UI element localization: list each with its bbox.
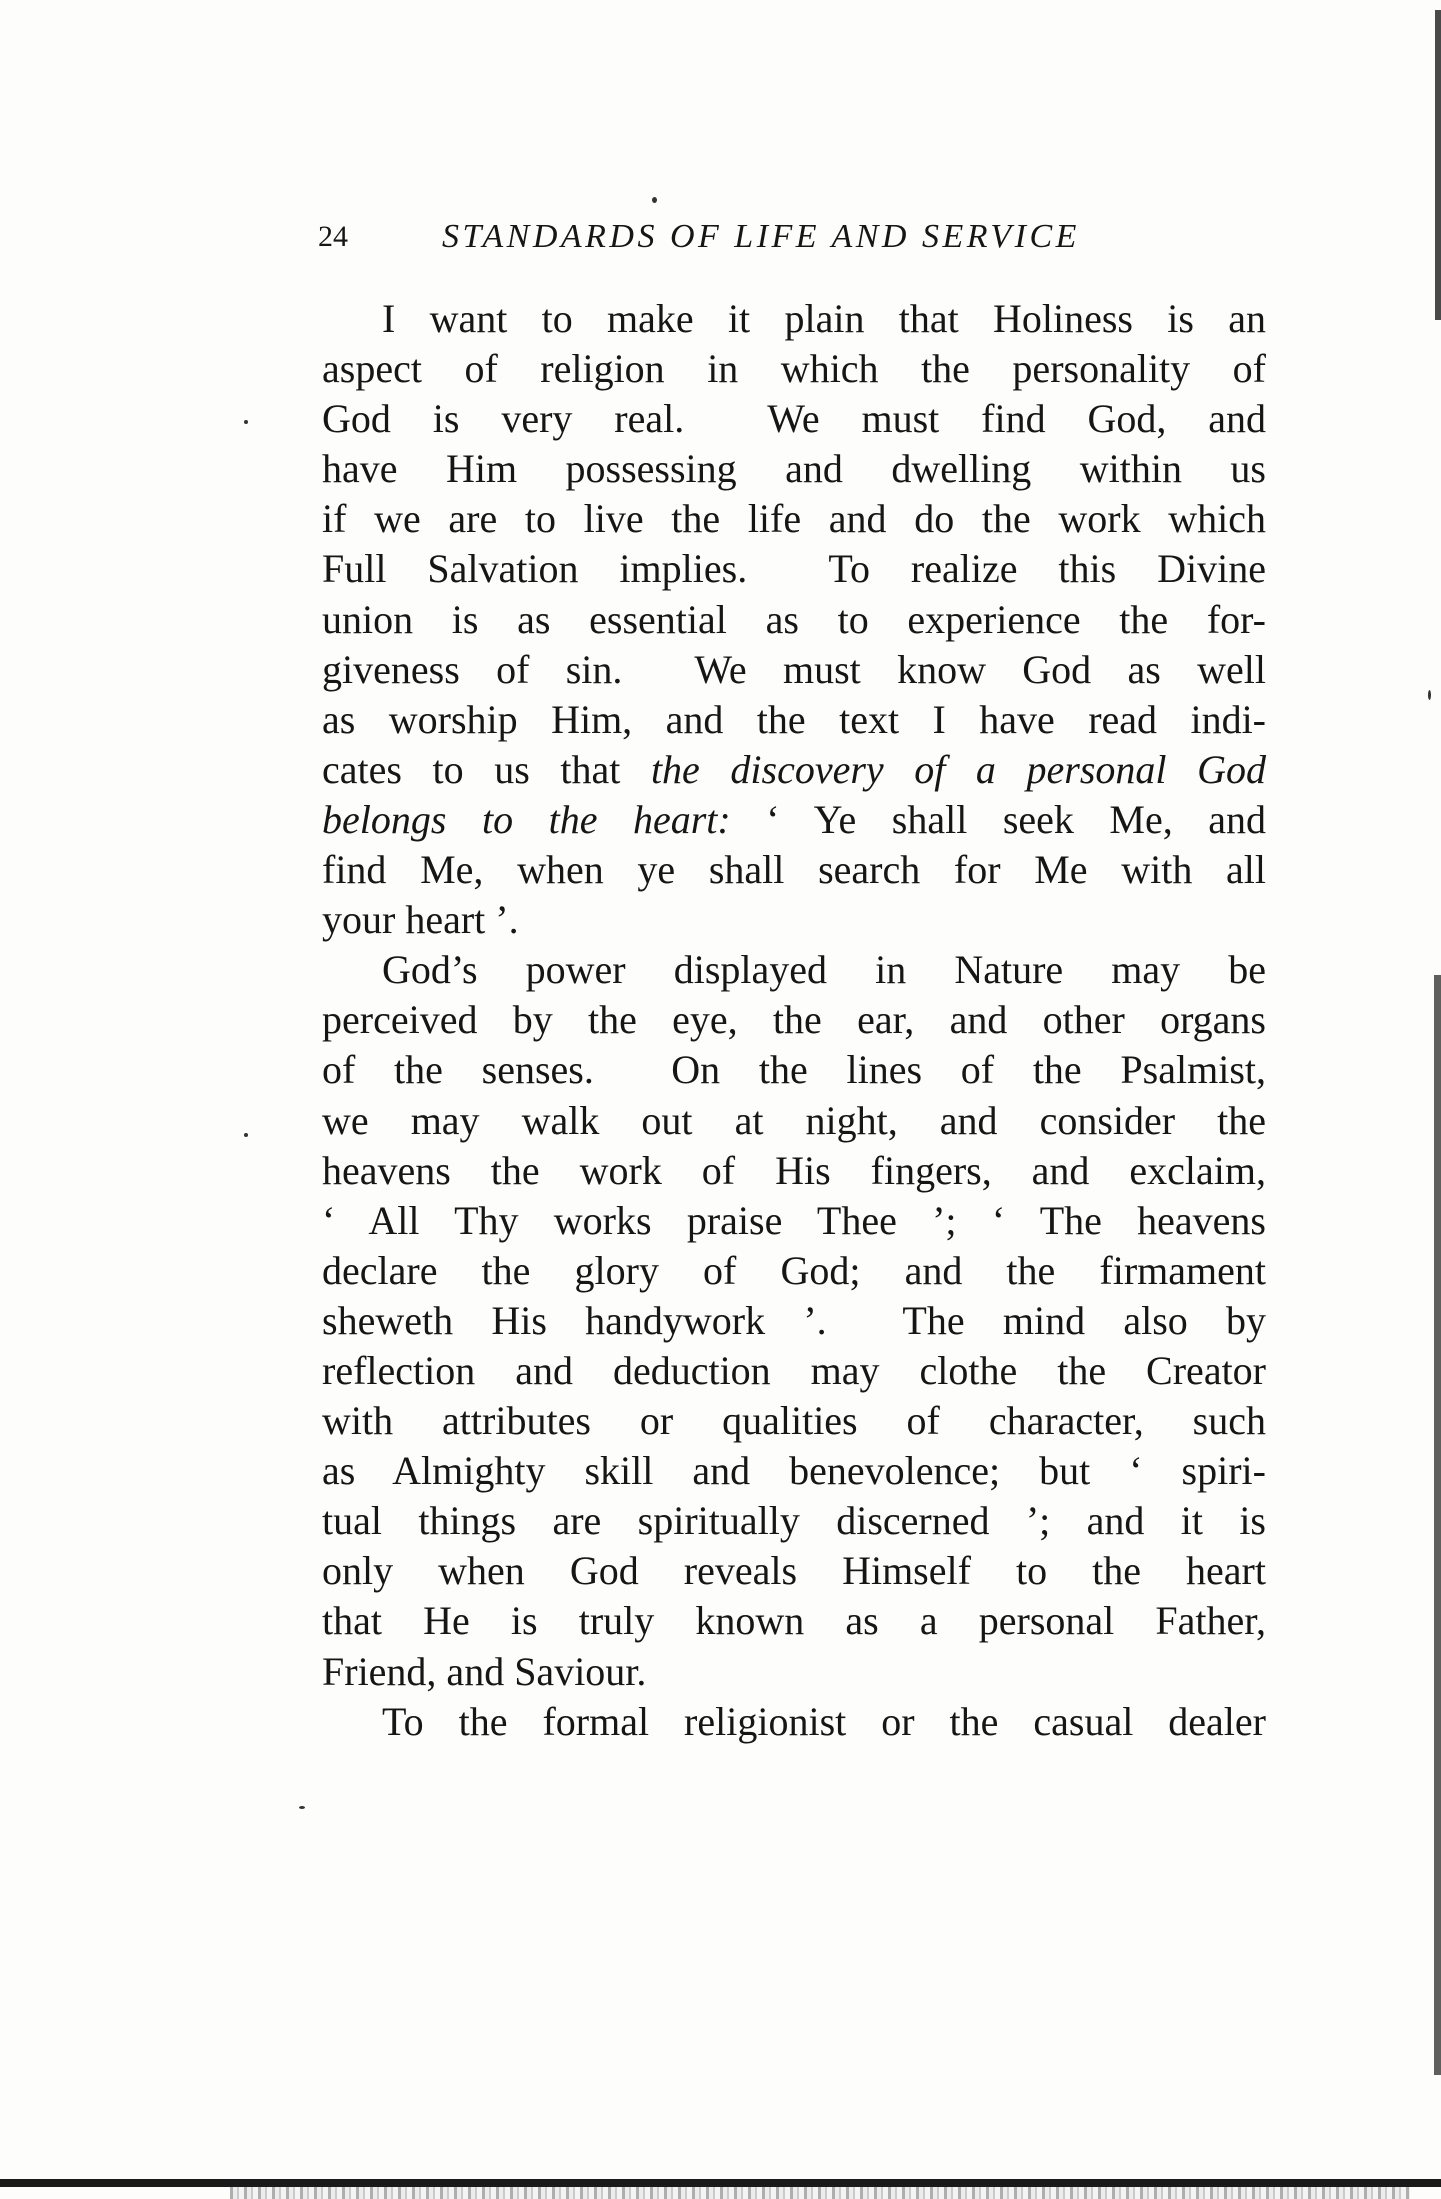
text-line: as worship Him, and the text I have read indi- <box>322 696 1266 742</box>
text-line: giveness of sin. We must know God as well <box>322 646 1266 692</box>
scan-speck <box>652 197 657 203</box>
text-line: tual things are spiritually discerned ’; and it is <box>322 1498 1266 1544</box>
text-line: declare the glory of God; and the firmament <box>322 1247 1266 1293</box>
scan-speck <box>244 420 248 424</box>
text-line: To the formal religionist or the casual dealer <box>382 1698 1266 1744</box>
text-line: of the senses. On the lines of the Psalmist, <box>322 1047 1266 1093</box>
italic-emphasis: the discovery of a personal God <box>650 746 1266 792</box>
text-line: reflection and deduction may clothe the Creator <box>322 1347 1266 1393</box>
scan-edge-right-top <box>1435 10 1441 320</box>
text-line: have Him possessing and dwelling within us <box>322 446 1266 492</box>
text-line: heavens the work of His fingers, and exclaim, <box>322 1147 1266 1193</box>
text-line: God is very real. We must find God, and <box>322 396 1266 442</box>
text-line: find Me, when ye shall search for Me with all <box>322 847 1266 893</box>
scan-noise-bottom <box>230 2187 1410 2199</box>
text-line: belongs to the heart: ‘ Ye shall seek Me, and <box>322 796 1267 842</box>
text-line: with attributes or qualities of character, such <box>322 1398 1266 1444</box>
scan-edge-bottom <box>0 2179 1441 2187</box>
text-line: Friend, and Saviour. <box>322 1648 647 1694</box>
text-line: union is as essential as to experience the for- <box>322 596 1266 642</box>
page-number: 24 <box>318 220 348 253</box>
text-line: as Almighty skill and benevolence; but ‘ spiri- <box>322 1448 1266 1494</box>
text-line: your heart ’. <box>322 897 519 943</box>
scan-speck <box>244 1133 248 1137</box>
scan-speck <box>1428 690 1431 700</box>
body-text <box>322 294 1266 1747</box>
text-line: sheweth His handywork ’. The mind also by <box>322 1297 1266 1343</box>
text-line: aspect of religion in which the personality of <box>322 346 1266 392</box>
text-line: God’s power displayed in Nature may be <box>382 947 1266 993</box>
scan-edge-right-bottom <box>1434 975 1441 2075</box>
page-header <box>318 212 1158 262</box>
text-line: perceived by the eye, the ear, and other organs <box>322 997 1266 1043</box>
text-line: ‘ All Thy works praise Thee ’; ‘ The heavens <box>322 1197 1266 1243</box>
text-line: that He is truly known as a personal Father, <box>322 1598 1266 1644</box>
text-line: if we are to live the life and do the work which <box>322 496 1266 542</box>
text-line: Full Salvation implies. To realize this Divine <box>322 546 1266 592</box>
text-line: cates to us that the discovery of a personal God <box>322 746 1266 792</box>
scan-speck <box>299 1806 305 1809</box>
running-title: STANDARDS OF LIFE AND SERVICE <box>442 218 1080 255</box>
text-line: I want to make it plain that Holiness is an <box>382 296 1266 341</box>
text-line: only when God reveals Himself to the heart <box>322 1548 1266 1594</box>
text-line: we may walk out at night, and consider the <box>322 1097 1266 1143</box>
italic-emphasis: belongs to the heart: <box>322 796 731 842</box>
